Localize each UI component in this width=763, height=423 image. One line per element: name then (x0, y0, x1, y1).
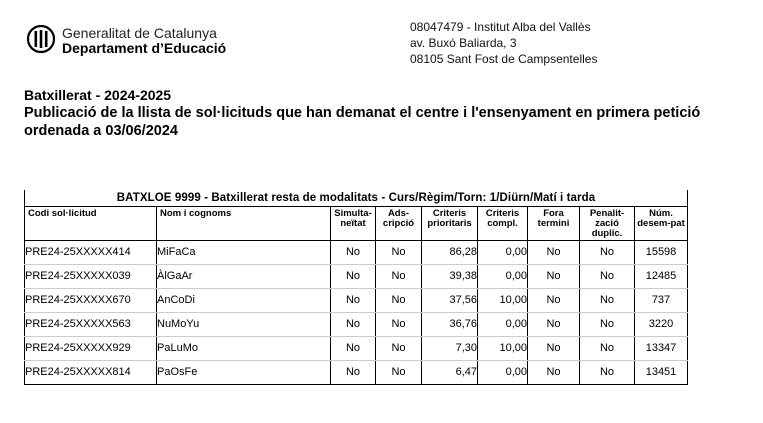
column-header: Penalit-zació duplic. (580, 207, 635, 241)
address-line: 08047479 - Institut Alba del Vallès (410, 20, 591, 34)
cell-duplicate-penalty: No (580, 265, 635, 289)
cell-duplicate-penalty: No (580, 337, 635, 361)
cell-tiebreak-number: 12485 (635, 265, 688, 289)
address-line: av. Buxó Baliarda, 3 (410, 36, 517, 50)
cell-applicant-name: NuMoYu (157, 313, 331, 337)
document-heading (24, 86, 744, 140)
table-row (25, 313, 688, 337)
cell-complementary-criteria: 0,00 (478, 241, 528, 265)
cell-duplicate-penalty: No (580, 241, 635, 265)
school-address (410, 19, 597, 67)
table-row (25, 289, 688, 313)
document-subtitle: Publicació de la llista de sol·licituds que han demanat el centre i l'ensenyament en primera petició ordenada a 03/06/2024 (24, 105, 701, 139)
applications-table (24, 190, 688, 385)
cell-complementary-criteria: 10,00 (478, 337, 528, 361)
cell-late-submission: No (528, 265, 580, 289)
table-row (25, 361, 688, 385)
table-caption: BATXLOE 9999 - Batxillerat resta de modalitats - Curs/Règim/Torn: 1/Diürn/Matí i tarda (25, 190, 688, 207)
cell-complementary-criteria: 10,00 (478, 289, 528, 313)
cell-adscription: No (376, 241, 422, 265)
cell-request-code: PRE24-25XXXXX563 (25, 313, 157, 337)
cell-late-submission: No (528, 241, 580, 265)
cell-request-code: PRE24-25XXXXX929 (25, 337, 157, 361)
cell-simultaneity: No (331, 241, 376, 265)
cell-duplicate-penalty: No (580, 361, 635, 385)
column-header: Ads-cripció (376, 207, 422, 241)
org-line-1: Generalitat de Catalunya (62, 25, 217, 41)
column-header: Criteris prioritaris (422, 207, 478, 241)
organization-name (62, 26, 226, 56)
cell-tiebreak-number: 737 (635, 289, 688, 313)
cell-tiebreak-number: 13451 (635, 361, 688, 385)
column-header: Núm. desem-pat (635, 207, 688, 241)
cell-request-code: PRE24-25XXXXX414 (25, 241, 157, 265)
generalitat-logo-icon (27, 25, 55, 53)
cell-request-code: PRE24-25XXXXX039 (25, 265, 157, 289)
cell-priority-criteria: 7,30 (422, 337, 478, 361)
table-row (25, 337, 688, 361)
cell-adscription: No (376, 313, 422, 337)
cell-priority-criteria: 39,38 (422, 265, 478, 289)
cell-simultaneity: No (331, 361, 376, 385)
cell-late-submission: No (528, 289, 580, 313)
cell-simultaneity: No (331, 289, 376, 313)
cell-complementary-criteria: 0,00 (478, 313, 528, 337)
cell-tiebreak-number: 15598 (635, 241, 688, 265)
cell-adscription: No (376, 337, 422, 361)
cell-applicant-name: ÀlGaAr (157, 265, 331, 289)
cell-tiebreak-number: 3220 (635, 313, 688, 337)
cell-tiebreak-number: 13347 (635, 337, 688, 361)
cell-late-submission: No (528, 361, 580, 385)
cell-priority-criteria: 86,28 (422, 241, 478, 265)
cell-late-submission: No (528, 313, 580, 337)
cell-adscription: No (376, 265, 422, 289)
cell-duplicate-penalty: No (580, 289, 635, 313)
column-header: Nom i cognoms (157, 207, 331, 241)
table-header-row (25, 207, 688, 241)
org-line-2: Departament d’Educació (62, 40, 227, 56)
cell-request-code: PRE24-25XXXXX670 (25, 289, 157, 313)
cell-applicant-name: PaOsFe (157, 361, 331, 385)
cell-request-code: PRE24-25XXXXX814 (25, 361, 157, 385)
cell-late-submission: No (528, 337, 580, 361)
document-title: Batxillerat - 2024-2025 (24, 87, 172, 103)
cell-simultaneity: No (331, 337, 376, 361)
cell-priority-criteria: 36,76 (422, 313, 478, 337)
cell-applicant-name: MiFaCa (157, 241, 331, 265)
cell-simultaneity: No (331, 265, 376, 289)
table-row (25, 265, 688, 289)
cell-complementary-criteria: 0,00 (478, 361, 528, 385)
cell-adscription: No (376, 289, 422, 313)
cell-complementary-criteria: 0,00 (478, 265, 528, 289)
cell-priority-criteria: 6,47 (422, 361, 478, 385)
column-header: Codi sol·licitud (25, 207, 157, 241)
cell-adscription: No (376, 361, 422, 385)
column-header: Fora termini (528, 207, 580, 241)
table-row (25, 241, 688, 265)
cell-applicant-name: AnCoDi (157, 289, 331, 313)
cell-priority-criteria: 37,56 (422, 289, 478, 313)
column-header: Criteris compl. (478, 207, 528, 241)
address-line: 08105 Sant Fost de Campsentelles (410, 52, 598, 66)
cell-duplicate-penalty: No (580, 313, 635, 337)
cell-applicant-name: PaLuMo (157, 337, 331, 361)
cell-simultaneity: No (331, 313, 376, 337)
column-header: Simulta-neïtat (331, 207, 376, 241)
